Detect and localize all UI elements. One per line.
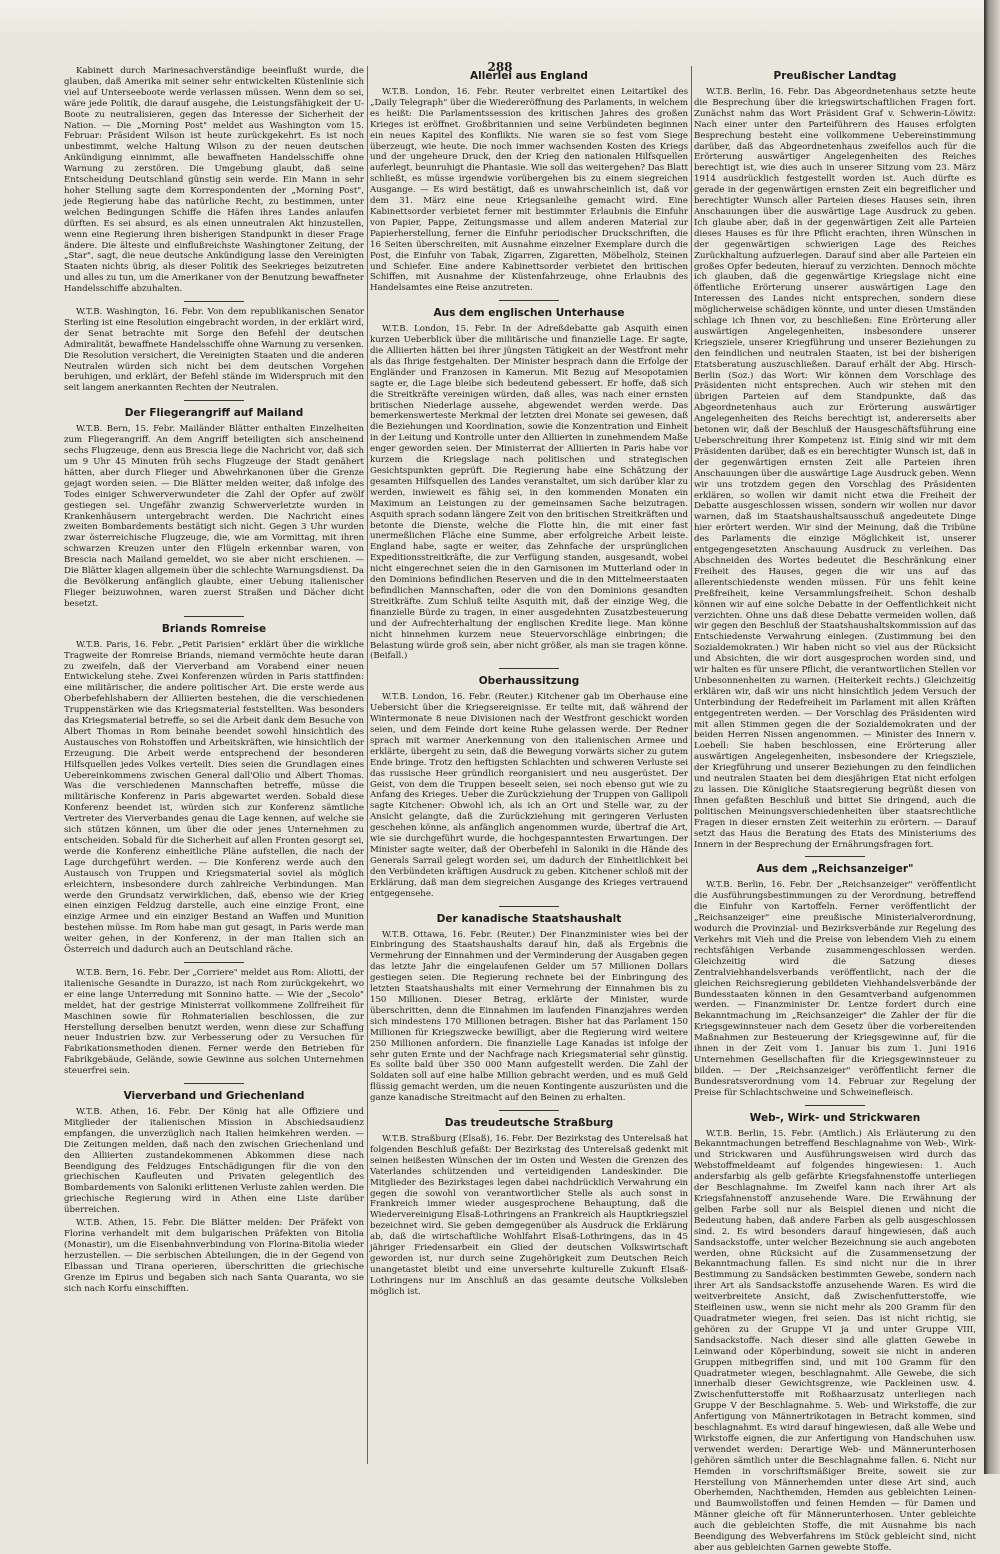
article-paragraph: W.T.B. Athen, 16. Febr. Der König hat alle Offiziere und Mitglieder der italienischen Mission in Abschiedsaudienz empfangen, die unverzüglich nach Italien heimkehren werden. — Die Zeitungen melden, daß nach den zwischen Griechenland und den Alliierten zustandekommenen Abkommen diese nach Beendigung des Feldzuges Entschädigungen für die von den griechischen Kaufleuten und Privaten gelegentlich des Bombardements von Saloniki erlittenen Verluste zahlen werden. Die griechische Regierung wird in Athen eine Liste darüber überreichen. bbox=[64, 1107, 364, 1216]
article-headline: Allerlei aus England bbox=[470, 70, 588, 82]
article-headline: Oberhaussitzung bbox=[478, 675, 580, 688]
article-paragraph: W.T.B. Washington, 16. Febr. Von dem republikanischen Senator Sterling ist eine Resolution eingebracht worden, in der erklärt wird, der Senat betrachte mit Sorge den Befehl der deutschen Admiralität, bewaffnete Handelsschiffe ohne Warnung zu versenken. Die Resolution versichert, die Vereinigten Staaten und die anderen Neutralen würden sich nicht bei dem deutschen Vorgehen beruhigen, und erklärt, der Befehl stände im Widerspruch mit den seit langem anerkannten Rechten der Neutralen. bbox=[64, 307, 364, 394]
article bbox=[64, 400, 364, 609]
article bbox=[64, 301, 364, 394]
page-number: 288 bbox=[487, 60, 513, 74]
section-rule bbox=[499, 668, 559, 669]
column-2 bbox=[370, 66, 688, 1464]
section-rule bbox=[805, 856, 865, 857]
article bbox=[694, 856, 976, 1098]
article-headline: Aus dem „Reichsanzeiger" bbox=[756, 863, 914, 876]
article bbox=[64, 962, 364, 1077]
section-rule bbox=[499, 1110, 559, 1111]
article-paragraph: W.T.B. Ottawa, 16. Febr. (Reuter.) Der Finanzminister wies bei der Einbringung des Staatshaushalts darauf hin, daß als Ergebnis die Vermehrung der Einnahmen und der Verminderung der Ausgaben gegen das letzte Jahr die eingelaufenen Gelder um 57 Millionen Dollars gestiegen seien. Die Regierung rechnete bei der Einbringung des letzten Staatshaushalts mit einer Vermehrung der Einnahmen bis zu 150 Millionen. Dieser Betrag, erklärte der Minister, wurde überschritten, denn die Einnahmen im laufenden Finanzjahres werden sich mindestens 170 Millionen betragen. Bisher hat das Parlament 150 Millionen für Kriegszwecke bewilligt, aber die Regierung wird weitere 250 Millionen anfordern. Die finanzielle Lage Kanadas ist infolge der sehr guten Ernte und der Nachfrage nach Kriegsmaterial sehr günstig. Es sollte bald über 350 000 Mann aufgestellt werden. Die Zahl der Soldaten soll auf eine halbe Million gebracht werden, und es muß Geld flüssig gemacht werden, um die neuen Kontingente auszurüsten und die ganze kanadische Streitmacht auf den Beinen zu erhalten. bbox=[370, 929, 689, 1104]
page-top-margin bbox=[0, 0, 1000, 40]
article-paragraph: W.T.B. Berlin, 16. Febr. Das Abgeordnetenhaus setzte heute die Besprechung über die kriegswirtschaftlichen Fragen fort. Zunächst nahm das Wort Präsident Graf v. Schwerin-Löwitz: Nach einer unter den Parteiführern des Hauses erfolgten Besprechung besteht eine vollkommene Uebereinstimmung darüber, daß das Abgeordnetenhaus zweifellos auch für die Erörterung auswärtiger Angelegenheiten des Reiches berechtigt ist, wie dies auch in unserer Sitzung vom 23. März 1914 ausdrücklich festgestellt worden ist. Auch dürfte es gerade in der gegenwärtigen ernsten Zeit ein begreiflicher und berechtigter Wunsch aller Parteien dieses Hauses sein, ihren Anschauungen über die auswärtige Lage Ausdruck zu geben. Ich glaube aber, daß in der gegenwärtigen Zeit alle Parteien dieses Hauses es für ihre Pflicht erachten, ihren Wünschen in der gegenwärtigen schwierigen Lage des Reiches Zurückhaltung aufzuerlegen. Darauf sind aber alle Parteien ein großes Opfer bedeuten, hierauf zu verzichten. Dennoch möchte ich glauben, daß die gegenwärtige Kriegslage nicht eine öffentliche Erörterung unserer auswärtigen Lage den Interessen des Landes nicht entsprechen, sondern diese möglicherweise schädigen könnte, und unter diesen Umständen schlage ich Ihnen vor, zu beschließen: Eine Erörterung aller auswärtigen Angelegenheiten, insbesondere unserer Kriegsziele, unserer Kriegführung und unserer Beziehungen zu den feindlichen und neutralen Staaten, ist bei der bisherigen Etatsberatung auszuschließen. Darauf erhält der Abg. Hirsch-Berlin (Soz.) das Wort: Wir können dem Vorschlage des Präsidenten nicht entsprechen. Auch wir stehen mit den übrigen Parteien auf dem Standpunkte, daß das Abgeordnetenhaus auch zur Erörterung auswärtiger Angelegenheiten des Reichs berechtigt ist, andererseits aber betonen wir, daß der Beschluß der Hausgeschäftsführung eine Ueberschreitung ihrer Kompetenz ist. Einig sind wir mit dem Präsidenten darüber, daß es ein berechtigter Wunsch ist, daß in der gegenwärtigen ernsten Zeit alle Parteien ihren Anschauungen über die auswärtige Lage Ausdruck geben. Wenn wir uns trotzdem gegen den Vorschlag des Präsidenten erklären, so wollen wir damit nicht etwa die Freiheit der Debatte ausgeschlossen wissen, sondern wir wollen nur davor warnen, daß im Staatshaushaltsausschuß angedeutete Dinge hier erörtert werden. Wir sind der Meinung, daß die Tribüne des Parlaments die einzige Möglichkeit ist, unserer entgegengesetzten Anschauung Ausdruck zu verleihen. Das Abschneiden des Wortes bedeutet die Beschränkung einer Freiheit des Hauses, gegen die wir uns auf das allerentschiedenste wenden müssen. Für uns fehlt keine Preßfreiheit, keine Versammlungsfreiheit. Schon deshalb können wir auf eine solche Debatte in der Oeffentlichkeit nicht verzichten. Ohne uns daß diese Debatte vermeiden wollen, daß wir gegen den Beschluß der Staatshaushaltskommission auf das Entschiedenste Verwahrung einlegen. (Zustimmung bei den Sozialdemokraten.) Wir haben nicht so viel aus der Rücksicht und Absichten, die wir dort ausgesprochen worden sind, und wir halten es für unsere Pflicht, die verantwortlichen Stellen vor Unbesonnenheiten zu warnen. (Heiterkeit rechts.) Gleichzeitig erklären wir, daß wir uns nicht hinsichtlich jedem Versuch der Unterbindung der Redefreiheit im Parlament mit allen Kräften entgegentreten werden. — Der Vorschlag des Präsidenten wird mit allen Stimmen gegen die der Sozialdemokraten und der beiden Herren Nissen angenommen. — Minister des Innern v. Loebell: Sie haben beschlossen, eine Erörterung aller auswärtigen Angelegenheiten, insbesondere der Kriegsziele, der Kriegführung und unserer Beziehungen zu den feindlichen und neutralen Staaten bei dem diesjährigen Etat nicht erfolgen zu lassen. Die Königliche Staatsregierung begrüßt diesen von Ihnen gefaßten Beschluß und bittet Sie dringend, auch die politischen Meinungsverschiedenheiten über staatsrechtliche Fragen in dieser ernsten Zeit weiterhin zu erörtern. — Darauf setzt das Haus die Beratung des Etats des Ministeriums des Innern in der Besprechung der Ernährungsfragen fort. bbox=[694, 87, 976, 850]
section-rule bbox=[184, 1083, 244, 1084]
article-paragraph: W.T.B. London, 16. Febr. Reuter verbreitet einen Leitartikel des „Daily Telegraph" über die Wiedereröffnung des Parlaments, in welchem es heißt: Die Parlamentssession des kritischen Jahres des großen Krieges ist eröffnet. Großbritannien und seine Verbündeten beginnen ein neues Kapitel des Konflikts. Nie waren sie so fest vom Siege überzeugt, wie heute. Die noch immer wachsenden Kosten des Kriegs und der ungeheure Druck, den der Krieg den nationalen Hilfsquellen auferlegt, beunruhigt die Phantasie. Wie soll das weitergehen? Das Blatt schließt, es müsse irgendwie vorübergehen bis zu einem siegreichen Ausgange. — Es wird bestätigt, daß es unwahrscheinlich ist, daß vor dem 31. März eine neue Kriegsanleihe gemacht wird. Eine Kabinettsorder verbietet ferner mit bestimmter Erlaubnis die Einfuhr von Papier, Pappe, Zeitungsmasse und allem anderen Material zur Papierherstellung, ferner die Einfuhr periodischer Druckschriften, die 16 Seiten überschreiten, mit Ausnahme einzelner Exemplare durch die Post, die Einfuhr von Tabak, Zigarren, Zigaretten, Möbelholz, Steinen und Schiefer. Eine andere Kabinettsorder verbietet den britischen Schiffen, mit Ausnahme der Küstenfahrzeuge, ohne Erlaubnis des Handelsamtes eine Reise anzutreten. bbox=[370, 87, 688, 294]
article-paragraph: W.T.B. Berlin, 15. Febr. (Amtlich.) Als Erläuterung zu den Bekanntmachungen betreffend Beschlagnahme von Web-, Wirk- und Strickwaren und Ausführungsweisen wird durch das Webstoffmeldeamt auf folgendes hingewiesen: 1. Auch andersfarbig als gelb gefärbte Kriegsfahnenstoffe unterliegen der Beschlagnahme. Im Zweifel kann nach ihrer Art als Kriegsfahnenstoff anzusehende Ware. Die Erwähnung der gelben Farbe soll nur als Beispiel dienen und nicht die Bedeutung haben, daß andere Farben als gelb ausgeschlossen sind. 2. Es wird besonders darauf hingewiesen, daß auch Sandsackstoffe, unter welcher Bezeichnung sie auch angeboten werden, ohne Rücksicht auf die Zusammensetzung der Bekanntmachung fallen. Es sind nicht nur die in ihrer Bestimmung zu Sandsäcken bestimmten Gewebe, sondern nach ihrer Art als Sandsackstoffe anzusehende Waren. Es wird die weitverbreitete Ansicht, daß Zwischenfutterstoffe, wie Steifleinen usw., wenn sie nicht mehr als 200 Gramm für den Quadratmeter wiegen, frei seien. Das ist nicht richtig, sie gehören zu der Gruppe VI ja und unter Gruppe VIII, Sandsackstoffe. Nach dieser sind alle glatten Gewebe in Leinwand oder Köperbindung, soweit sie nicht in anderen Gruppen mitbegriffen sind, und mit 100 Gramm für den Quadratmeter wiegen, beschlagnahmt. Alle Gewebe, die sich innerhalb dieser Gewichtsgrenze, wie Packleinen usw. 4. Zwischenfutterstoffe mit Roßhaarzusatz unterliegen nach Gruppe V der Beschlagnahme. 5. Web- und Wirkstoffe, die zur Anfertigung von Männertrikotagen in Betracht kommen, sind beschlagnahmt. Es wird darauf hingewiesen, daß alle Webe und Wirkstoffe eignen, die zur Anfertigung von Handschuhen usw. verwendet werden: Derartige Web- und Männerunterhosen gehören sämtlich unter die Beschlagnahme fallen. 6. Nicht nur Hemden in vorschriftsmäßiger Breite, soweit sie zur Herstellung von Männerhemden unter diese Art sind, auch Oberhemden, Nachthemden, Hemden aus gebleichten Leinen- und Baumwollstoffen und feinen Hemden — für Damen und Männer gleiche oft für Männerunterhosen. Unter gebleichte auch die gebleichten Stoffe, die mit Ausnahme bis nach Beendigung des Webverfahrens im Stück gebleicht sind, nicht aber aus gebleichten Garnen gewebte Stoffe. bbox=[694, 1128, 976, 1553]
article-paragraph: W.T.B. London, 15. Febr. In der Adreßdebatte gab Asquith einen kurzen Ueberblick über die militärische und finanzielle Lage. Er sagte, die Alliierten hätten bei ihrer jüngsten Tätigkeit an der Westfront mehr als das Ihrige festgehalten. Der Minister besprach dann die Erfolge der Engländer und Franzosen in Kamerun. Mit Bezug auf Mesopotamien sagte er, die Lage bleibe sich bedeutend gebessert. Er hoffe, daß sich die Streitkräfte vereinigen würden, daß alles, was nach einer ernsten britischen Niederlage aussehe, abgewendet werden werde. Das bemerkenswerteste Merkmal der letzten drei Monate sei gewesen, daß die Beziehungen und Koordination, sowie die Konzentration und Einheit in der Leitung und Kontrolle unter den Alliierten in zunehmendem Maße enger geworden seien. Der Ministerrat der Alliierten in Paris habe vor kurzem die Kriegslage nach politischen und strategischen Gesichtspunkten geprüft. Die Regierung habe eine Schätzung der gesamten Hilfsquellen des Landes veranstaltet, um sich darüber klar zu werden, inwieweit es fähig sei, in den kommenden Monaten ein Maximum an Leistungen zu der gemeinsamen Sache beizutragen. Asquith sprach sodann längere Zeit von den britischen Streitkräften und betonte die Dienste, welche die Flotte hin, die mit einer fast unermeßlichen Fläche eine Summe, aber erfolgreiche Arbeit leiste. England habe, sagte er weiter, das Zehnfache der ursprünglichen Expeditionsstreitkräfte, die zur Verfügung standen, ausgesandt, wobei nicht eingerechnet seien die in den Garnisonen im Mutterland oder in den Dominions befindlichen Reserven und die in den Mittelmeerstaaten befindlichen Mannschaften, oder die von den Dominions gesandten Streitkräfte. Zum Schluß teilte Asquith mit, daß der einzige Weg, die finanzielle Bürde zu tragen, in einer ausgedehnten Zusatzbesteuerung und der Aufrechterhaltung der englischen Kredite liege. Man könne nicht hinnehmen kurzem neue Steuervorschläge einbringen; die Belastung würde groß sein, aber nicht größer, als man sie tragen könne. (Beifall.) bbox=[370, 324, 688, 662]
article-headline: Web-, Wirk- und Strickwaren bbox=[749, 1111, 921, 1124]
section-rule bbox=[184, 616, 244, 617]
article-paragraph: W.T.B. Bern, 15. Febr. Mailänder Blätter enthalten Einzelheiten zum Fliegerangriff. An dem Angriff beteiligten sich anscheinend sechs Flugzeuge, denn aus Brescia liege die Nachricht vor, daß sich um 9 Uhr 45 Minuten früh sechs Flugzeuge der Stadt genähert hätten, aber durch Flieger und Abwehrkanonen über die Grenze gejagt worden seien. — Die Blätter melden weiter, daß infolge des Todes einiger Schwerverwundeter die Zahl der Opfer auf zwölf gestiegen sei. Ungefähr zwanzig Schwerverletzte wurden in Krankenhäusern untergebracht werden. Die Nachricht eines zweiten Bombardements bestätigt sich nicht. Gegen 3 Uhr wurden zwar österreichische Flugzeuge, die, wie am Vormittag, mit ihren schwarzen Kreuzen unter den Flügeln erkennbar waren, von Brescia nach Mailand gemeldet, wo sie aber nicht erschienen. — Die Blätter klagen allgemein über die schlechte Warnungsdienst. Da die Bevölkerung anfänglich glaubte, einer Uebung italienischer Flieger beizuwohnen, waren zuerst Straßen und Dächer dicht besetzt. bbox=[64, 424, 364, 609]
article bbox=[64, 1083, 364, 1294]
article-paragraph: W.T.B. Berlin, 16. Febr. Der „Reichsanzeiger" veröffentlicht die Ausführungsbestimmungen zu der Verordnung, betreffend die Einfuhr von Kartoffeln. Ferner veröffentlicht der „Reichsanzeiger" eine preußische Ministerialverordnung, wodurch die Provinzial- und Bezirksverbände zur Regelung des Verkehrs mit Vieh und die Preise von lebendem Vieh zu einem rechtsfähigen Verbande zusammengeschlossen werden. Gleichzeitig wird die Satzung dieses Zentralviehhandelsverbands veröffentlicht, nach der die gleichen Reichsregierung gebildeten Viehhandelsverbände der Bundesstaaten können in den Gesamtverband aufgenommen werden. — Finanzminister Dr. Lentze fordert durch eine Bekanntmachung im „Reichsanzeiger" die Zahler der für die Kriegsgewinnsteuer nach dem Gesetz über die vorbereitenden Maßnahmen zur Besteuerung der Kriegsgewinne auf, für die ihnen in der Zeit vom 1. Januar bis zum 1. Juni 1916 Unternehmen Gesellschaften für die Kriegsgewinnsteuer zu bilden. — Der „Reichsanzeiger" veröffentlicht ferner die Bundesratsverordnung vom 14. Februar zur Regelung der Preise für Schlachtschweine und Schweinefleisch. bbox=[694, 880, 976, 1098]
column-3 bbox=[694, 66, 976, 1553]
article-paragraph: W.T.B. Paris, 16. Febr. „Petit Parisien" erklärt über die wirkliche Tragweite der Romreise Briands, niemand vermöchte heute daran zu zweifeln, daß der Vierverband am Vorabend einer neuen Entwickelung stehe. Zwei Konferenzen würden in Paris stattfinden: eine militärischer, die andere politischer Art. Die erste werde aus Oberbefehlshabern der Alliierten bestehen, die die verschiedenen Truppenstärken wie das Kriegsmaterial feststellten. Was besonders das Kriegsmaterial betreffe, so sei die Arbeit dank dem Besuche von Albert Thomas in Rom beinahe beendet sowohl hinsichtlich des Austausches von Rohstoffen und Arbeitskräften, wie hinsichtlich der Erzeugung. Die Arbeit werde entsprechend der besonderen Hilfsquellen jedes Volkes verteilt. Dies seien die Grundlagen eines Uebereinkommens zwischen General dall'Olio und Albert Thomas. Was die verschiedenen Mannschaften betreffe, müsse die militärische Konferenz in Paris abgewartet werden. Sobald diese Konferenz beendet ist, würden sich zur Konferenz sämtliche Vertreter des Vierverbandes genau die Lage kennen, auf welche sie sich stützen können, um über die oder jenes Unternehmen zu entscheiden. Sobald für die Sicherheit auf allen Fronten gesorgt sei, werde die Konferenz einheitliche Pläne aufstellen, die nach der Lage durchgeführt werden. — Die Konferenz werde auch den Austausch von Truppen und Kriegsmaterial soviel als möglich erleichtern, insbesondere durch zahlreiche Verbindungen. Man werde den Grundsatz verwirklichen, daß, ebenso wie der Krieg einen einzigen Feldzug darstelle, auch eine einzige Front, eine einzige Armee und ein einziger Bestand an Waffen und Munition bestehen müsse. Im Rom habe man gut gesagt, in Paris werde man weiter gehen, in der Konferenz, in der man Italien sich an Österreich und dadurch auch an Deutschland räche. bbox=[64, 639, 364, 956]
article-headline: Der kanadische Staatshaushalt bbox=[436, 912, 622, 925]
article bbox=[694, 1105, 976, 1554]
article-headline: Preußischer Landtag bbox=[773, 70, 897, 82]
article-paragraph: W.T.B. Straßburg (Elsaß), 16. Febr. Der Bezirkstag des Unterelsaß hat folgenden Beschluß gefaßt: Der Bezirkstag des Unterelsaß gedenkt mit seinen heißesten Wünschen der im Osten und Westen die Grenzen des Vaterlandes schützenden und verteidigenden Landeskinder. Die Mitglieder des Bezirkstages legen dabei nachdrücklich Verwahrung ein gegen die sowohl von verantwortlicher Stelle als auch sonst in Frankreich immer wieder ausgesprochene Behauptung, daß die Wiedervereinigung Elsaß-Lothringens an Frankreich als Hauptkriegsziel bezeichnet wird. Sie geben demgegenüber als Ausdruck die Erklärung ab, daß die wirtschaftliche Wohlfahrt Elsaß-Lothringens, das in 45 jähriger Friedensarbeit ein Glied der deutschen Volkswirtschaft geworden ist, nur durch seine Zugehörigkeit zum Deutschen Reich unangetastet bleibt und eine unversehrte kulturelle Zukunft Elsaß-Lothringens nur im Anschluß an das gesamte deutsche Volksleben möglich ist. bbox=[370, 1134, 688, 1297]
article bbox=[370, 300, 688, 662]
article-paragraph: W.T.B. Bern, 16. Febr. Der „Corriere" meldet aus Rom: Aliotti, der italienische Gesandte in Durazzo, ist nach Rom zurückgekehrt, wo er eine lange Unterredung mit Sonnino hatte. — Wie der „Secolo" meldet, hat der gestrige Ministerrat vollkommene Zollfreiheit für Maschinen sowie für Rohmaterialien beschlossen, die zur Herstellung derselben benutzt werden, wenn diese zur Schaffung neuer Industrien bzw. zur Verbesserung oder zu Versuchen für Fabrikationsmethoden dienen. Ferner werde den Betrieben für Fabrikgebäude, Gelände, sowie Gewinne aus solchen Unternehmen steuerfrei sein. bbox=[64, 967, 364, 1077]
section-rule bbox=[499, 300, 559, 301]
column-divider bbox=[691, 66, 692, 1464]
section-rule bbox=[184, 400, 244, 401]
column-1 bbox=[64, 66, 364, 1464]
article bbox=[370, 668, 688, 899]
article bbox=[370, 70, 688, 294]
article-headline: Briands Romreise bbox=[161, 622, 267, 635]
article bbox=[64, 616, 364, 956]
article bbox=[694, 70, 976, 850]
page-binding-edge bbox=[984, 0, 1000, 1474]
article-headline: Das treudeutsche Straßburg bbox=[444, 1117, 614, 1130]
article-headline: Vierverband und Griechenland bbox=[123, 1090, 305, 1103]
article bbox=[370, 1110, 688, 1298]
section-rule bbox=[184, 301, 244, 302]
article-paragraph: W.T.B. Athen, 15. Febr. Die Blätter melden: Der Präfekt von Florina verhandelt mit dem bulgarischen Präfekten von Bitolia (Monastir), um die Eisenbahnverbindung von Florina-Bitolia wieder herzustellen. — Die serbischen Abteilungen, die in der Gegend von Elbassan und Tirana operieren, überschritten die griechische Grenze im Epirus und begaben sich nach Santa Quaranta, wo sie sich nach Korfu einschifften. bbox=[64, 1218, 364, 1294]
article-paragraph: W.T.B. London, 16. Febr. (Reuter.) Kitchener gab im Oberhause eine Uebersicht über die Kriegsereignisse. Er teilte mit, daß während der Wintermonate 8 neue Divisionen nach der Westfront geschickt worden seien, und dem Feinde dort keine Ruhe gelassen werde. Der Redner sprach mit warmer Anerkennung von den italienischen Armee und erklärte, übergeht zu sein, daß die Bewegung vorwärts sicher zu gutem Ende bringe. Trotz den heftigsten Schlachten und schweren Verluste sei das russische Heer gründlich reorganisiert und neu ausgerüstet. Der Geist, von dem die Truppen beseelt seien, sei noch ebenso gut wie zu Anfang des Krieges. Ueber die Zurückziehung der Truppen von Gallipoli sagte Kitchener: Obwohl ich, als ich an Ort und Stelle war, zu der Ansicht gelangte, daß die Zurückziehung mit geringeren Verlusten geschehen könne, als anfänglich angenommen wurde, übertraf die Art, wie sie durchgeführt wurde, die hochgespanntesten Erwartungen. Der Minister sagte weiter, daß der Oberbefehl in Saloniki in die Hände des Generals Sarrail gelegt worden sei, um dadurch der Einheitlichkeit bei den Verbündeten kräftigen Ausdruck zu geben. Kitchener schloß mit der Erklärung, daß man dem siegreichen Ausgange des Krieges vertrauend entgegensehe. bbox=[370, 692, 688, 899]
section-rule bbox=[184, 962, 244, 963]
section-rule bbox=[499, 906, 559, 907]
article bbox=[370, 906, 688, 1105]
article-paragraph: Kabinett durch Marinesachverständige beeinflußt wurde, die glauben, daß Amerika mit seiner sehr entwickelten Küstenlinie sich viel auf Unterseeboote werde verlassen müssen. Wenn dem so sei, wäre jede Politik, die darauf ausgehe, die Leistungsfähigkeit der U-Boote zu neutralisieren, gegen das Interesse der Sicherheit der Nation. — Die „Morning Post" meldet aus Washington vom 15. Februar: Präsident Wilson ist heute zurückgekehrt. Es ist noch unbestimmt, welche Haltung Wilson zu der neuen deutschen Ankündigung einnimmt, alle bewaffneten Handelsschiffe ohne Warnung zu zerstören. Die Umgebung glaubt, daß seine Entscheidung Deutschland günstig sein werde. Ein Mann in sehr hoher Stellung sagte dem Korrespondenten der „Morning Post", jede Regierung habe das natürliche Recht, zu bestimmen, unter welchen Bedingungen Schiffe die Häfen ihres Landes anlaufen dürften. Es sei absurd, es als einen unneutralen Akt hinzustellen, wenn eine Regierung ihren bisherigen Standpunkt in dieser Frage ändere. Die älteste und einflußreichste Washingtoner Zeitung, der „Star", sagt, die neue deutsche Ankündigung lasse den Vereinigten Staaten nichts übrig, als dieser Politik des Seekrieges beizutreten und alles zu tun, um die Amerikaner von der Benutzung bewaffneter Handelsschiffe abzuhalten. bbox=[64, 66, 364, 295]
section-rule bbox=[805, 1105, 865, 1106]
column-divider bbox=[367, 66, 368, 1464]
article bbox=[64, 66, 364, 295]
article-headline: Aus dem englischen Unterhause bbox=[433, 307, 625, 320]
article-headline: Der Fliegerangriff auf Mailand bbox=[124, 407, 304, 420]
